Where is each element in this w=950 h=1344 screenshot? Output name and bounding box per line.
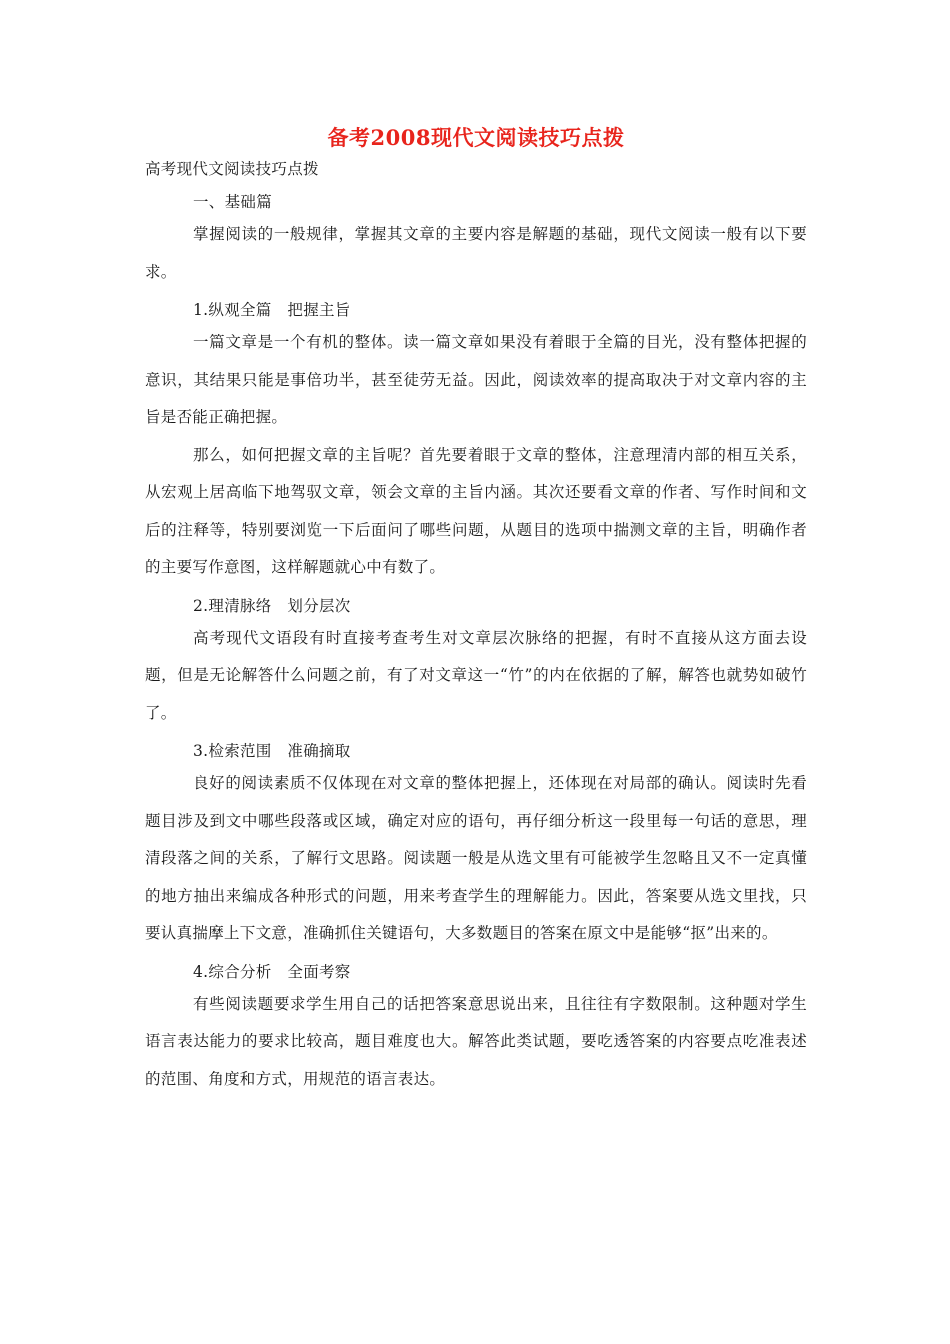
item-heading-4: 4.综合分析 全面考察 xyxy=(193,962,351,981)
document-subtitle: 高考现代文阅读技巧点拨 xyxy=(145,160,319,178)
item-3-paragraph-1: 良好的阅读素质不仅体现在对文章的整体把握上，还体现在对局部的确认。阅读时先看题目涉及到文中哪些段落或区域，确定对应的语句，再仔细分析这一段里每一句话的意思，理清段落之间的关系，了解行文思路。阅读题一般是从选文里有可能被学生忽略且又不一定真懂的地方抽出来编成各种形式的问题，用来考查学生的理解能力。因此，答案要从选文里找，只要认真揣摩上下文意，准确抓住关键语句，大多数题目的答案在原文中是能够“抠”出来的。 xyxy=(145,774,807,942)
item-2-paragraph-1: 高考现代文语段有时直接考查考生对文章层次脉络的把握，有时不直接从这方面去设题，但是无论解答什么问题之前，有了对文章这一“竹”的内在依据的了解，解答也就势如破竹了。 xyxy=(145,628,807,722)
item-heading-3: 3.检索范围 准确摘取 xyxy=(193,742,351,760)
section-heading: 一、基础篇 xyxy=(193,193,273,211)
document-page xyxy=(145,122,807,1098)
item-4-paragraph-1: 有些阅读题要求学生用自己的话把答案意思说出来，且往往有字数限制。这种题对学生语言表达能力的要求比较高，题目难度也大。解答此类试题，要吃透答案的内容要点吃准表述的范围、角度和方式，用规范的语言表达。 xyxy=(145,994,807,1088)
intro-paragraph: 掌握阅读的一般规律，掌握其文章的主要内容是解题的基础，现代文阅读一般有以下要求。 xyxy=(145,225,807,281)
item-heading-2: 2.理清脉络 划分层次 xyxy=(193,596,351,615)
item-1-paragraph-1: 一篇文章是一个有机的整体。读一篇文章如果没有着眼于全篇的目光，没有整体把握的意识，其结果只能是事倍功半，甚至徒劳无益。因此，阅读效率的提高取决于对文章内容的主旨是否能正确把握。 xyxy=(145,333,807,426)
item-heading-1: 1.纵观全篇 把握主旨 xyxy=(193,301,351,319)
document-title: 备考2008现代文阅读技巧点拨 xyxy=(327,125,625,150)
item-1-paragraph-2: 那么，如何把握文章的主旨呢？首先要着眼于文章的整体，注意理清内部的相互关系，从宏观上居高临下地驾驭文章，领会文章的主旨内涵。其次还要看文章的作者、写作时间和文后的注释等，特别要浏览一下后面问了哪些问题，从题目的选项中揣测文章的主旨，明确作者的主要写作意图，这样解题就心中有数了。 xyxy=(145,445,807,576)
